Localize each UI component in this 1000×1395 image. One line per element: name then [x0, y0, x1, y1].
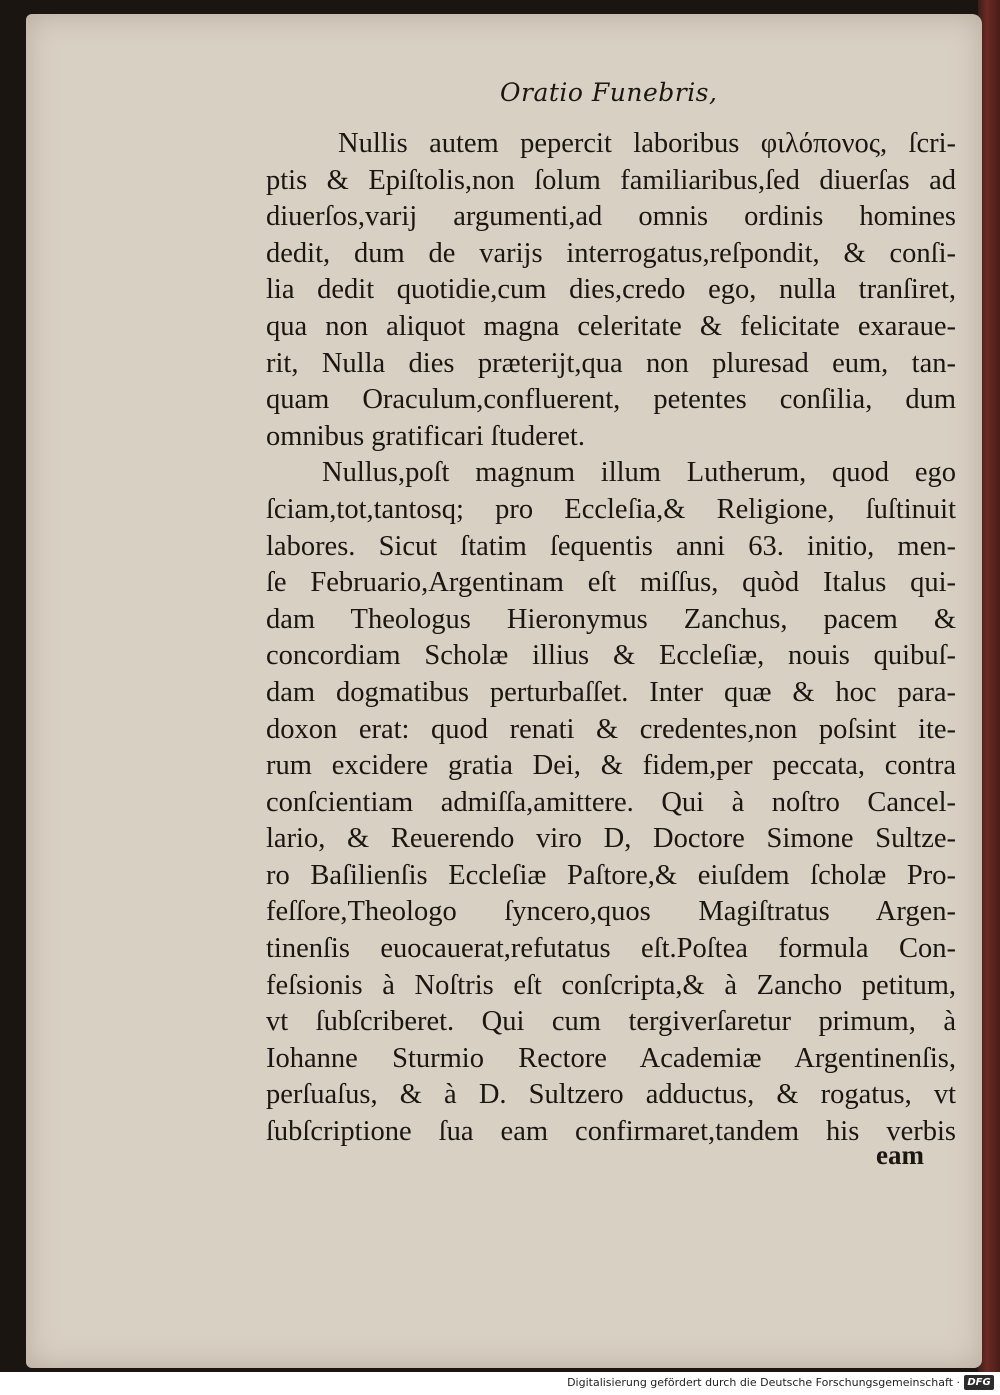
text-line: dam dogmatibus perturbaſſet. Inter quæ & hoc para- [266, 676, 956, 708]
text-line: perſuaſus, & à D. Sultzero adductus, & rogatus, vt [266, 1079, 956, 1111]
text-line: Nullis autem pepercit laboribus φιλόπονος, ſcri- [338, 128, 956, 159]
text-line: lia dedit quotidie,cum dies,credo ego, nulla tranſiret, [266, 274, 956, 306]
text-line: omnibus gratificari ſtuderet. [266, 420, 585, 452]
text-line: lario, & Reuerendo viro D, Doctore Simone Sultze- [266, 823, 956, 855]
text-line: Nullus,poſt magnum illum Lutherum, quod ego [322, 457, 956, 489]
text-line: Iohanne Sturmio Rectore Academiæ Argentinenſis, [266, 1042, 956, 1074]
text-line: ſe Februario,Argentinam eſt miſſus, quòd Italus qui- [266, 567, 956, 599]
text-line: qua non aliquot magna celeritate & felicitate exaraue- [266, 310, 956, 342]
catchword: eam [876, 1140, 924, 1170]
text-line: feſsionis à Noſtris eſt conſcripta,& à Zancho petitum, [266, 969, 956, 1001]
text-line: ro Baſilienſis Eccleſiæ Paſtore,& eiuſdem ſcholæ Pro- [266, 859, 956, 891]
footer-credit: Digitalisierung gefördert durch die Deutsche Forschungsgemeinschaft · [567, 1376, 960, 1389]
text-line: feſſore,Theologo ſyncero,quos Magiſtratus Argen- [266, 896, 956, 928]
footer [0, 1372, 1000, 1395]
text-line: tinenſis euocauerat,refutatus eſt.Poſtea formula Con- [266, 933, 956, 965]
dfg-logo: DFG [964, 1375, 994, 1390]
text-line: vt ſubſcriberet. Qui cum tergiverſaretur primum, à [266, 1006, 956, 1038]
text-line: concordiam Scholæ illius & Eccleſiæ, nouis quibuſ- [266, 640, 956, 672]
text-line: diuerſos,varij argumenti,ad omnis ordinis homines [266, 201, 956, 233]
text-line: ſciam,tot,tantosq; pro Eccleſia,& Religione, ſuſtinuit [266, 493, 956, 525]
text-line: ſubſcriptione ſua eam confirmaret,tandem his verbis [266, 1116, 956, 1148]
text-line: rum excidere gratia Dei, & fidem,per peccata, contra [266, 750, 956, 782]
text-line: conſcientiam admiſſa,amittere. Qui à noſtro Cancel- [266, 786, 956, 818]
text-line: rit, Nulla dies præterijt,qua non pluresad eum, tan- [266, 347, 956, 379]
text-line: labores. Sicut ſtatim ſequentis anni 63. initio, men- [266, 530, 956, 562]
body-text [266, 126, 956, 1151]
text-line: dam Theologus Hieronymus Zanchus, pacem & [266, 603, 956, 635]
text-line: dedit, dum de varijs interrogatus,reſpondit, & conſi- [266, 237, 956, 269]
running-head: Oratio Funebris, [500, 78, 718, 107]
text-line: doxon erat: quod renati & credentes,non poſsint ite- [266, 713, 956, 745]
text-line: ptis & Epiſtolis,non ſolum familiaribus,ſed diuerſas ad [266, 164, 956, 196]
text-line: quam Oraculum,confluerent, petentes conſilia, dum [266, 384, 956, 416]
